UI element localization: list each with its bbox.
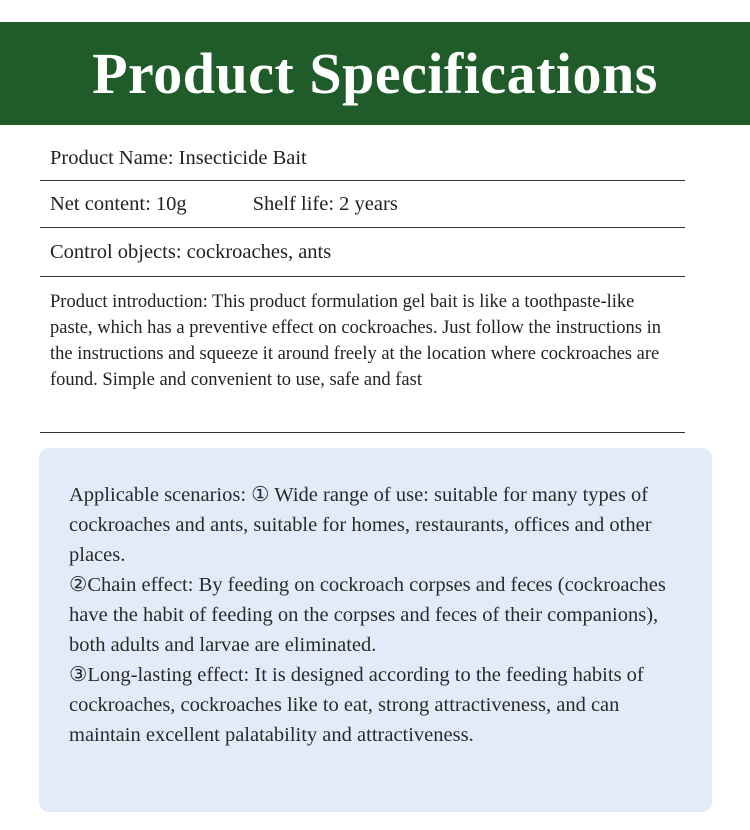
scenario-item-1: Applicable scenarios: ① Wide range of use: suitable for many types of cockroaches and ants, suitable for homes, restaurants, offices and other places. (69, 484, 652, 566)
spec-row-content-shelf (40, 181, 685, 228)
net-content-text: Net content: 10g (50, 193, 187, 215)
scenario-item-3: ③Long-lasting effect: It is designed according to the feeding habits of cockroaches, cockroaches like to eat, strong attractiveness, and can maintain excellent palatability and attractiveness. (69, 664, 644, 746)
product-name-text: Product Name: Insecticide Bait (50, 146, 307, 169)
header-banner (0, 22, 750, 125)
spec-table (40, 135, 685, 433)
introduction-text: Product introduction: This product formulation gel bait is like a toothpaste-like paste, which has a preventive effect on cockroaches. Just follow the instructions in the instructions and squeeze it around freely at the location where cockroaches are found. Simple and convenient to use, safe and fast (50, 292, 662, 390)
control-objects-text: Control objects: cockroaches, ants (50, 241, 332, 263)
spec-row-control-objects (40, 228, 685, 277)
spec-row-introduction (40, 277, 685, 433)
shelf-life-text: Shelf life: 2 years (252, 193, 398, 215)
page-title: Product Specifications (92, 41, 658, 106)
spec-row-product-name (40, 135, 685, 181)
scenarios-panel (39, 448, 712, 812)
scenario-item-2: ②Chain effect: By feeding on cockroach corpses and feces (cockroaches have the habit of feeding on the corpses and feces of their companions), both adults and larvae are eliminated. (69, 574, 666, 656)
